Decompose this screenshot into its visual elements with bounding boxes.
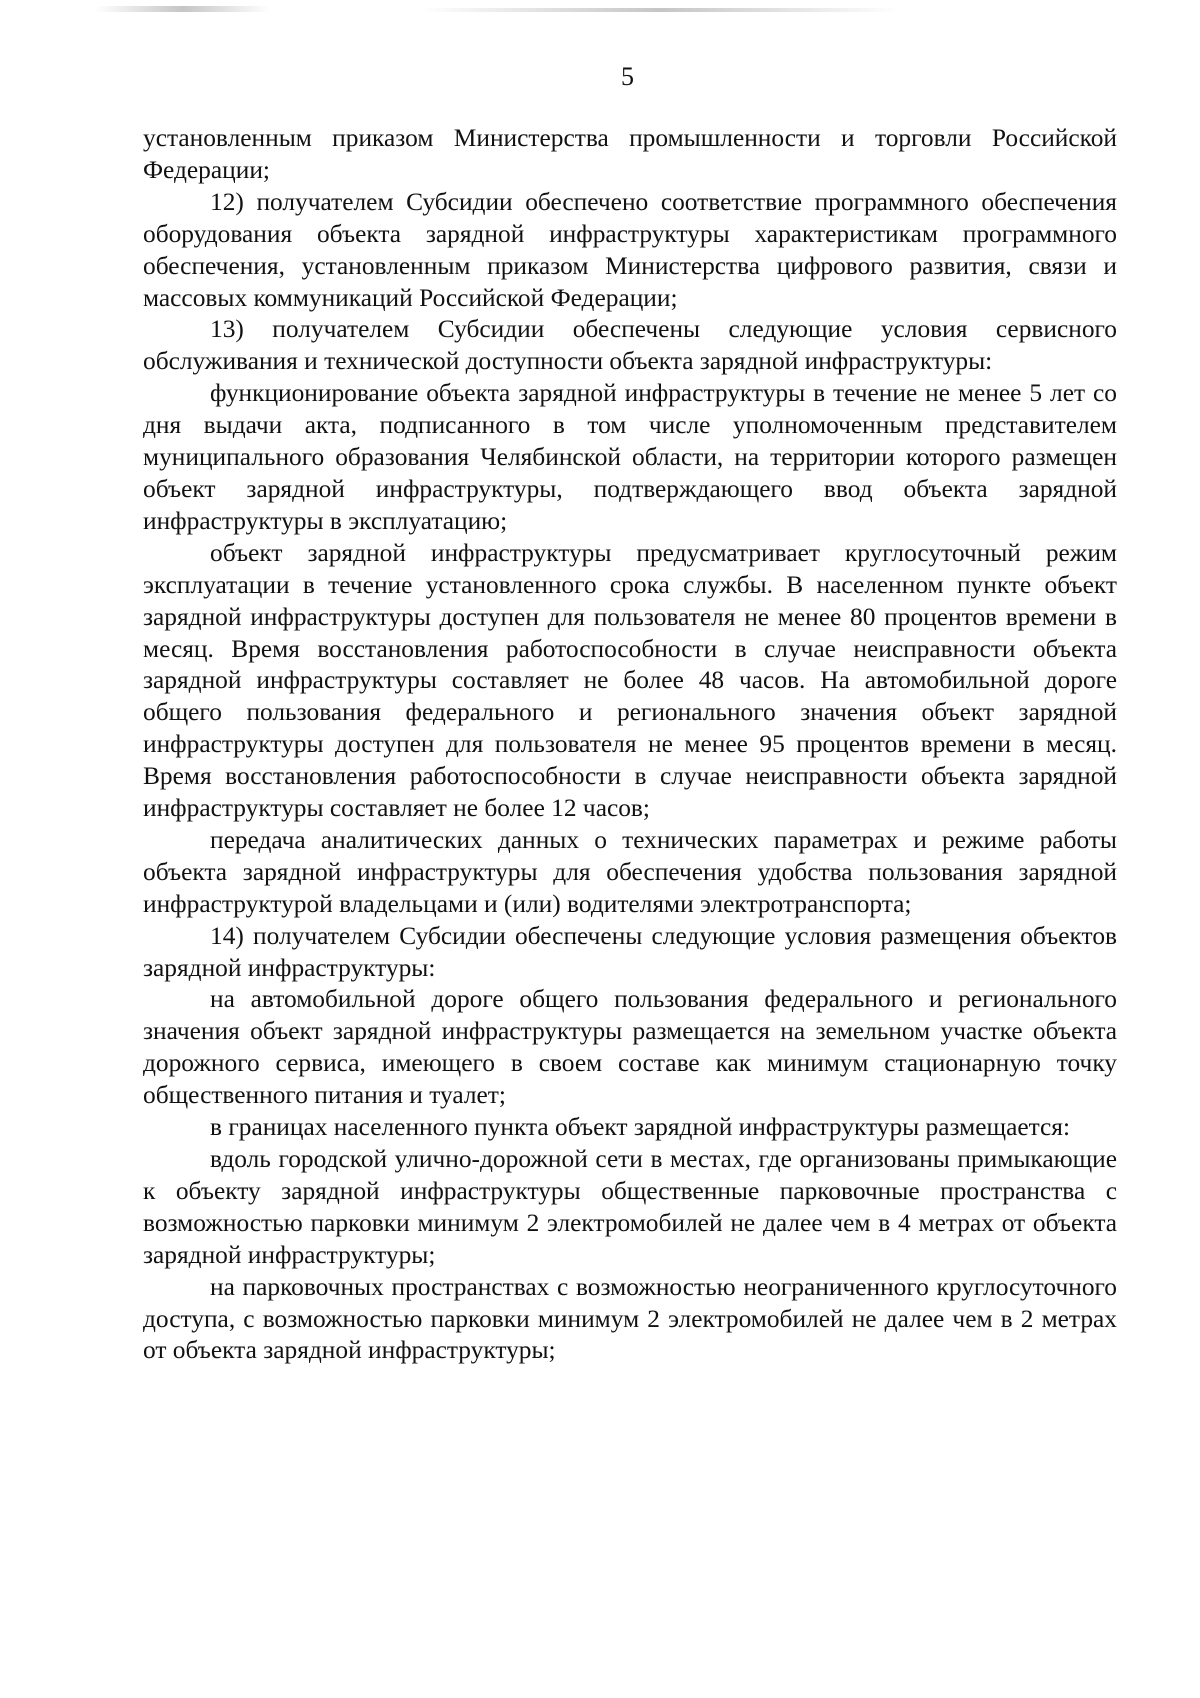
paragraph: 12) получателем Субсидии обеспечено соответствие программного обеспечения оборудования объекта зарядной инфраструктуры характеристикам программного обеспечения, установленным приказом Министерства цифрового развития, связи и массовых коммуникаций Российской Федерации; [143,187,1117,312]
document-body [143,123,1117,1367]
scan-artifact [95,6,270,12]
paragraph: на парковочных пространствах с возможностью неограниченного круглосуточного доступа, с возможностью парковки минимум 2 электромобилей не далее чем в 2 метрах от объекта зарядной инфраструктуры; [143,1272,1117,1365]
page-number: 5 [621,62,634,91]
paragraph: в границах населенного пункта объект зарядной инфраструктуры размещается: [210,1113,1071,1142]
paragraph: 14) получателем Субсидии обеспечены следующие условия размещения объектов зарядной инфраструктуры: [143,921,1117,982]
paragraph: 13) получателем Субсидии обеспечены следующие условия сервисного обслуживания и технической доступности объекта зарядной инфраструктуры: [143,315,1117,376]
paragraph: функционирование объекта зарядной инфраструктуры в течение не менее 5 лет со дня выдачи акта, подписанного в том числе уполномоченным представителем муниципального образования Челябинской области, на территории которого размещен объект зарядной инфраструктуры, подтверждающего ввод объекта зарядной инфраструктуры в эксплуатацию; [143,379,1117,535]
paragraph: объект зарядной инфраструктуры предусматривает круглосуточный режим эксплуатации в течение установленного срока службы. В населенном пункте объект зарядной инфраструктуры доступен для пользователя не менее 80 процентов времени в месяц. Время восстановления работоспособности в случае неисправности объекта зарядной инфраструктуры составляет не более 48 часов. На автомобильной дороге общего пользования федерального и регионального значения объект зарядной инфраструктуры доступен для пользователя не менее 95 процентов времени в месяц. Время восстановления работоспособности в случае неисправности объекта зарядной инфраструктуры составляет не более 12 часов; [143,538,1117,823]
paragraph: установленным приказом Министерства промышленности и торговли Российской Федерации; [143,124,1117,184]
scan-artifact [420,8,900,12]
paragraph: на автомобильной дороге общего пользования федерального и регионального значения объект зарядной инфраструктуры размещается на земельном участке объекта дорожного сервиса, имеющего в своем составе как минимум стационарную точку общественного питания и туалет; [143,985,1117,1110]
paragraph: вдоль городской улично-дорожной сети в местах, где организованы примыкающие к объекту зарядной инфраструктуры общественные парковочные пространства с возможностью парковки минимум 2 электромобилей не далее чем в 4 метрах от объекта зарядной инфраструктуры; [143,1145,1117,1269]
paragraph: передача аналитических данных о технических параметрах и режиме работы объекта зарядной инфраструктуры для обеспечения удобства пользования зарядной инфраструктурой владельцами и (или) водителями электротранспорта; [143,825,1117,918]
